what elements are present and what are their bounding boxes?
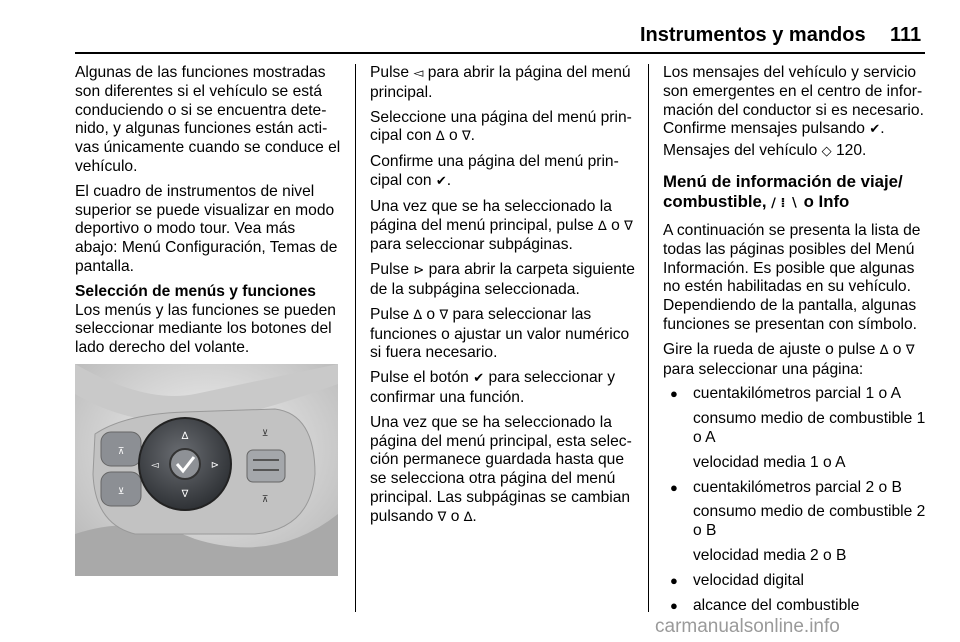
list-item: ● velocidad digital	[663, 572, 928, 591]
paragraph: Los mensajes del vehículo y servicio son emergentes en el centro de información del conductor si es necesario. Confirme mensajes pulsando ✔.	[663, 64, 924, 138]
list-item: ● cuentakilómetros parcial 1 o A	[663, 385, 928, 404]
list-subitem: consumo medio de combustible 1 o A	[693, 410, 926, 446]
svg-text:⊻: ⊻	[117, 487, 125, 497]
up-icon: ∆	[413, 307, 423, 323]
info-pages-list	[663, 385, 928, 615]
up-icon: ∆	[879, 342, 889, 358]
list-subitem: consumo medio de combustible 2 o B	[693, 503, 926, 540]
paragraph: Pulse ◅ para abrir la página del menú principal.	[370, 64, 631, 101]
svg-text:∇: ∇	[181, 489, 189, 500]
subheading-menus: Selección de menús y funciones	[75, 282, 316, 300]
list-subitem: velocidad media 1 o A	[693, 453, 846, 471]
paragraph: El cuadro de instrumentos de nivel superior se puede visualizar en modo deportivo o modo tour. Vea más abajo: Menú Configuración, Temas de pantalla.	[75, 182, 338, 275]
column-divider-2	[648, 64, 649, 612]
paragraph: Seleccione una página del menú principal con ∆ o ∇.	[370, 108, 632, 145]
down-icon: ∇	[437, 509, 447, 525]
list-subitem: velocidad media 2 o B	[693, 546, 847, 564]
paragraph: Pulse ∆ o ∇ para seleccionar las funciones o ajustar un valor numérico si fuera necesario.	[370, 305, 630, 362]
section-title: Instrumentos y mandos	[640, 24, 866, 46]
paragraph: Los menús y las funciones se pueden seleccionar mediante los botones del lado derecho del volante.	[75, 301, 336, 357]
paragraph: Gire la rueda de ajuste o pulse ∆ o ∇ para seleccionar una página:	[663, 340, 915, 378]
right-icon: ⊳	[413, 263, 425, 279]
page-reference[interactable]: 120.	[835, 142, 867, 160]
column-1	[75, 64, 341, 364]
up-icon: ∆	[435, 129, 445, 145]
up-icon: ∆	[598, 218, 607, 234]
svg-text:⊻: ⊻	[261, 429, 269, 439]
column-divider-1	[355, 64, 356, 612]
column-2	[370, 64, 635, 534]
paragraph: Pulse ⊳ para abrir la carpeta siguiente de la subpágina seleccionada.	[370, 261, 635, 298]
section-heading-trip-info: Menú de información de viaje/ combustible, ∕ ⁞ ∖ o Info	[663, 171, 903, 211]
watermark: carmanualsonline.info	[655, 616, 840, 637]
page-number: 111	[890, 24, 922, 46]
svg-text:∆: ∆	[181, 431, 189, 442]
paragraph: Pulse el botón ✔ para seleccionar y confirmar una función.	[370, 369, 615, 406]
up-icon: ∆	[463, 509, 473, 525]
list-item: ● cuentakilómetros parcial 2 o B	[663, 479, 928, 498]
down-icon: ∇	[439, 307, 449, 323]
back-icon: ◅	[413, 66, 424, 81]
svg-text:⊳: ⊳	[210, 460, 220, 471]
svg-text:⊼: ⊼	[117, 447, 125, 457]
paragraph: A continuación se presenta la lista de todas las páginas posibles del Menú Información. Es posible que algunas no estén habilitadas en su vehículo. Dependiendo de la pantalla, algunas funciones se presentan con símbolo.	[663, 221, 921, 333]
check-icon: ✔	[473, 371, 485, 387]
paragraph: Algunas de las funciones mostradas son diferentes si el vehículo se está conduciendo o si se encuentra detenido, y algunas funciones están activas únicamente cuando se conduce el vehículo.	[75, 64, 341, 175]
road-icon: ∕ ⁞ ∖	[771, 195, 799, 211]
down-icon: ∇	[624, 218, 633, 234]
paragraph: Una vez que se ha seleccionado la página del menú principal, pulse ∆ o ∇ para seleccionar subpáginas.	[370, 197, 633, 254]
steering-wheel-controls-photo	[75, 364, 338, 576]
svg-text:◅: ◅	[151, 460, 159, 471]
check-icon: ✔	[435, 173, 447, 189]
page-header	[0, 0, 960, 56]
paragraph: Confirme una página del menú principal con ✔.	[370, 153, 619, 189]
paragraph: Mensajes del vehículo ◇ 120.	[663, 142, 867, 160]
list-item: ● alcance del combustible	[663, 597, 928, 616]
column-3	[663, 64, 928, 621]
header-rule	[75, 52, 925, 54]
check-icon: ✔	[869, 122, 881, 138]
reference-icon: ◇	[821, 144, 832, 160]
paragraph: Una vez que se ha seleccionado la página del menú principal, esta selección permanece guardada hasta que se selecciona otra página del menú principal. Las subpáginas se cambian pulsando ∇ o ∆.	[370, 413, 632, 525]
svg-text:⊼: ⊼	[261, 495, 269, 505]
down-icon: ∇	[461, 129, 471, 145]
down-icon: ∇	[905, 342, 915, 358]
